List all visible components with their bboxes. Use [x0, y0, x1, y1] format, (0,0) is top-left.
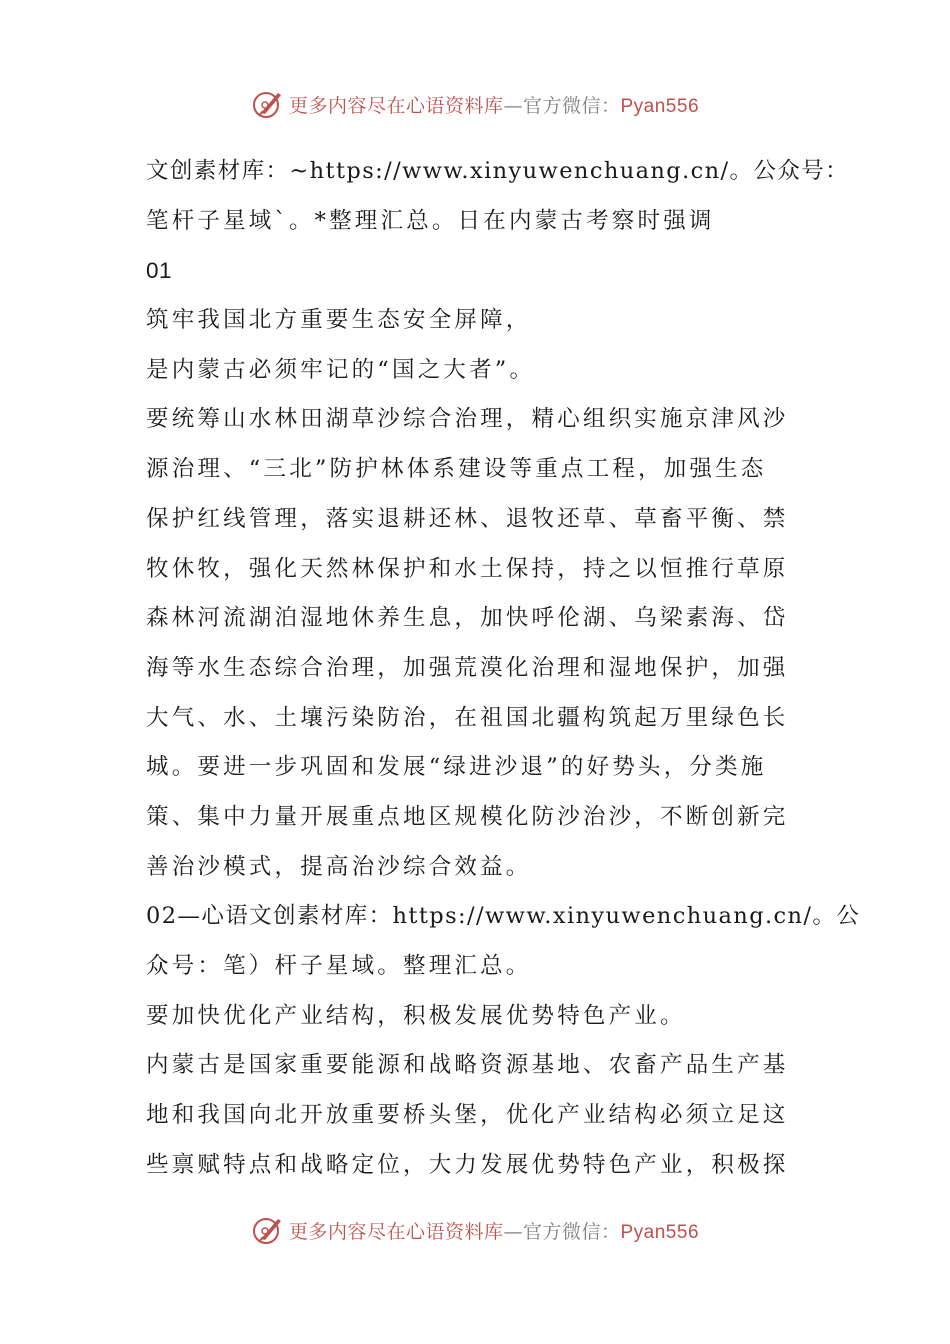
header-banner [0, 82, 950, 126]
body-line-12: 大气、水、土壤污染防治，在祖国北疆构筑起万里绿色长 [146, 704, 789, 731]
body-line-19: 内蒙古是国家重要能源和战略资源基地、农畜产品生产基 [146, 1052, 789, 1079]
document-body [146, 147, 861, 1190]
body-line-1: 文创素材库：~https://www.xinyuwenchuang.cn/。公众号： [146, 158, 850, 184]
body-line-14: 策、集中力量开展重点地区规模化防沙治沙，不断创新完 [146, 803, 789, 830]
footer-wechat-id: Pyan556 [620, 1221, 700, 1243]
quill-logo-icon [251, 1213, 285, 1247]
footer-banner [0, 1208, 950, 1252]
banner-wechat-label: 官方微信： [522, 94, 621, 117]
body-line-20: 地和我国向北开放重要桥头堡，优化产业结构必须立足这 [146, 1102, 789, 1129]
body-line-7: 源治理、“三北”防护林体系建设等重点工程，加强生态 [146, 456, 767, 483]
footer-banner-title: 更多内容尽在心语资料库 [288, 1220, 504, 1243]
body-line-2: 笔杆子星域`。*整理汇总。日在内蒙古考察时强调 [146, 207, 715, 234]
body-line-13: 城。要进一步巩固和发展“绿进沙退”的好势头，分类施 [146, 754, 767, 781]
body-line-15: 善治沙模式，提高治沙综合效益。 [146, 853, 532, 880]
body-line-17: 众号：笔）杆子星域。整理汇总。 [146, 953, 532, 979]
body-line-9: 牧休牧，强化天然林保护和水土保持，持之以恒推行草原 [146, 555, 789, 582]
body-line-6: 要统筹山水林田湖草沙综合治理，精心组织实施京津风沙 [146, 406, 789, 433]
body-line-18: 要加快优化产业结构，积极发展优势特色产业。 [146, 1002, 686, 1029]
banner-wechat-id: Pyan556 [620, 95, 700, 117]
footer-banner-dash: — [503, 1220, 523, 1243]
body-line-10: 森林河流湖泊湿地休养生息，加快呼伦湖、乌梁素海、岱 [146, 605, 789, 632]
banner-title: 更多内容尽在心语资料库 [288, 94, 504, 117]
quill-logo-icon [251, 87, 285, 121]
body-line-16: 02—心语文创素材库：https://www.xinyuwenchuang.cn/。公 [146, 903, 861, 930]
body-line-4: 筑牢我国北方重要生态安全屏障， [146, 307, 532, 334]
body-line-5: 是内蒙古必须牢记的“国之大者”。 [146, 356, 536, 383]
section-number-01: 01 [146, 258, 173, 284]
body-line-11: 海等水生态综合治理，加强荒漠化治理和湿地保护，加强 [146, 654, 789, 681]
body-line-8: 保护红线管理，落实退耕还林、退牧还草、草畜平衡、禁 [146, 505, 789, 532]
banner-dash: — [503, 94, 523, 117]
body-line-21: 些禀赋特点和战略定位，大力发展优势特色产业，积极探 [146, 1151, 789, 1178]
footer-wechat-label: 官方微信： [522, 1220, 621, 1243]
